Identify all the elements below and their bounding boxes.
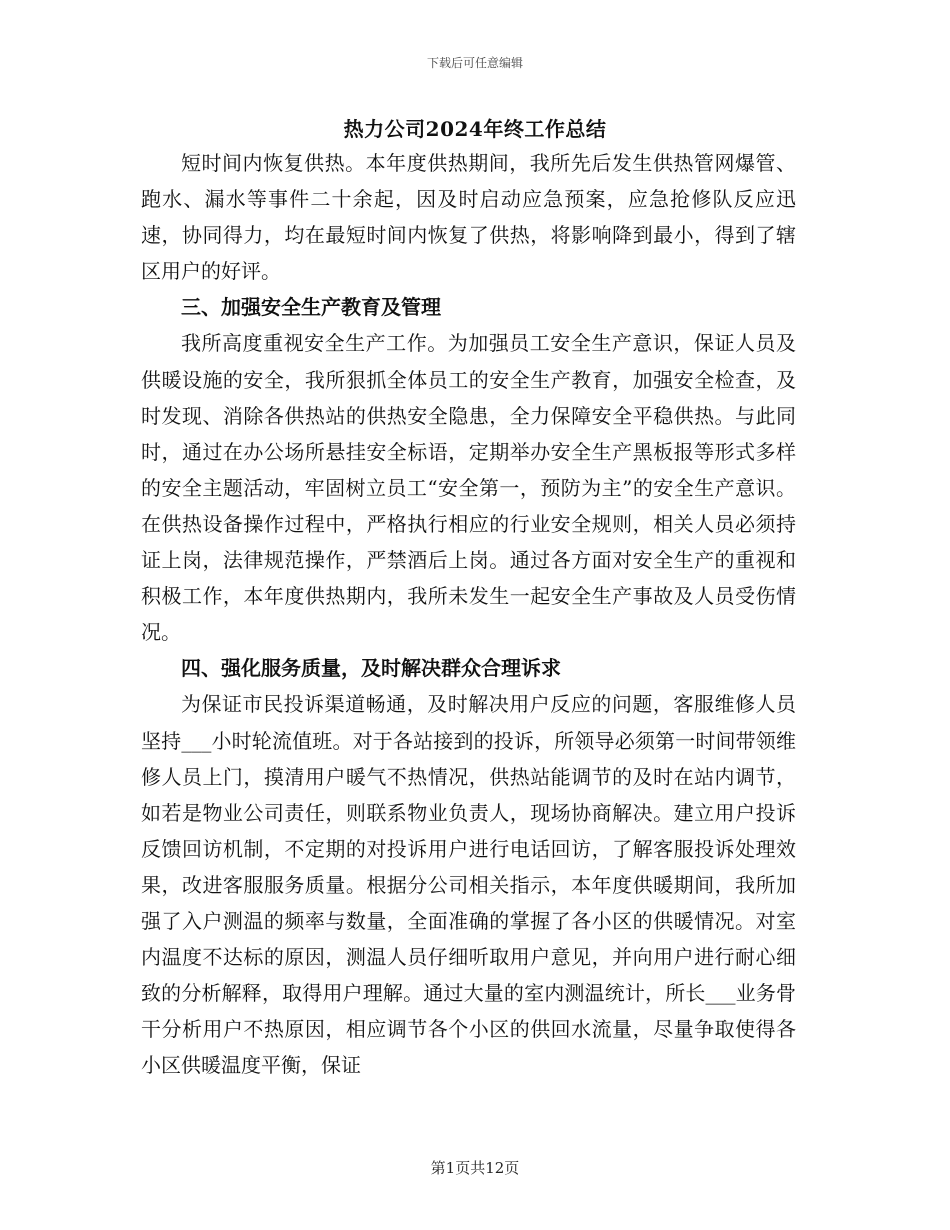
document-body [141, 145, 796, 1083]
paragraph-1: 短时间内恢复供热。本年度供热期间，我所先后发生供热管网爆管、跑水、漏水等事件二十余起，因及时启动应急预案，应急抢修队反应迅速，协同得力，均在最短时间内恢复了供热，将影响降到最小，得到了辖区用户的好评。 [141, 151, 796, 284]
document-title: 热力公司2024年终工作总结 [343, 117, 607, 141]
section-3-heading: 三、加强安全生产教育及管理 [181, 295, 441, 320]
page-footer: 第1页共12页 [430, 1159, 520, 1177]
paragraph-2: 我所高度重视安全生产工作。为加强员工安全生产意识，保证人员及供暖设施的安全，我所狠抓全体员工的安全生产教育，加强安全检查，及时发现、消除各供热站的供热安全隐患，全力保障安全平稳供热。与此同时，通过在办公场所悬挂安全标语，定期举办安全生产黑板报等形式多样的安全主题活动，牢固树立员工“安全第一，预防为主”的安全生产意识。在供热设备操作过程中，严格执行相应的行业安全规则，相关人员必须持证上岗，法律规范操作，严禁酒后上岗。通过各方面对安全生产的重视和积极工作，本年度供热期内，我所未发生一起安全生产事故及人员受伤情况。 [141, 331, 796, 645]
paragraph-3: 为保证市民投诉渠道畅通，及时解决用户反应的问题，客服维修人员坚持___小时轮流值班。对于各站接到的投诉，所领导必须第一时间带领维修人员上门，摸清用户暖气不热情况，供热站能调节的及时在站内调节，如若是物业公司责任，则联系物业负责人，现场协商解决。建立用户投诉反馈回访机制，不定期的对投诉用户进行电话回访，了解客服投诉处理效果，改进客服服务质量。根据分公司相关指示，本年度供暖期间，我所加强了入户测温的频率与数量，全面准确的掌握了各小区的供暖情况。对室内温度不达标的原因，测温人员仔细听取用户意见，并向用户进行耐心细致的分析解释，取得用户理解。通过大量的室内测温统计，所长___业务骨干分析用户不热原因，相应调节各个小区的供回水流量，尽量争取使得各小区供暖温度平衡，保证 [141, 692, 796, 1078]
header-note: 下载后可任意编辑 [426, 56, 523, 70]
section-4-heading: 四、强化服务质量，及时解决群众合理诉求 [181, 656, 561, 681]
